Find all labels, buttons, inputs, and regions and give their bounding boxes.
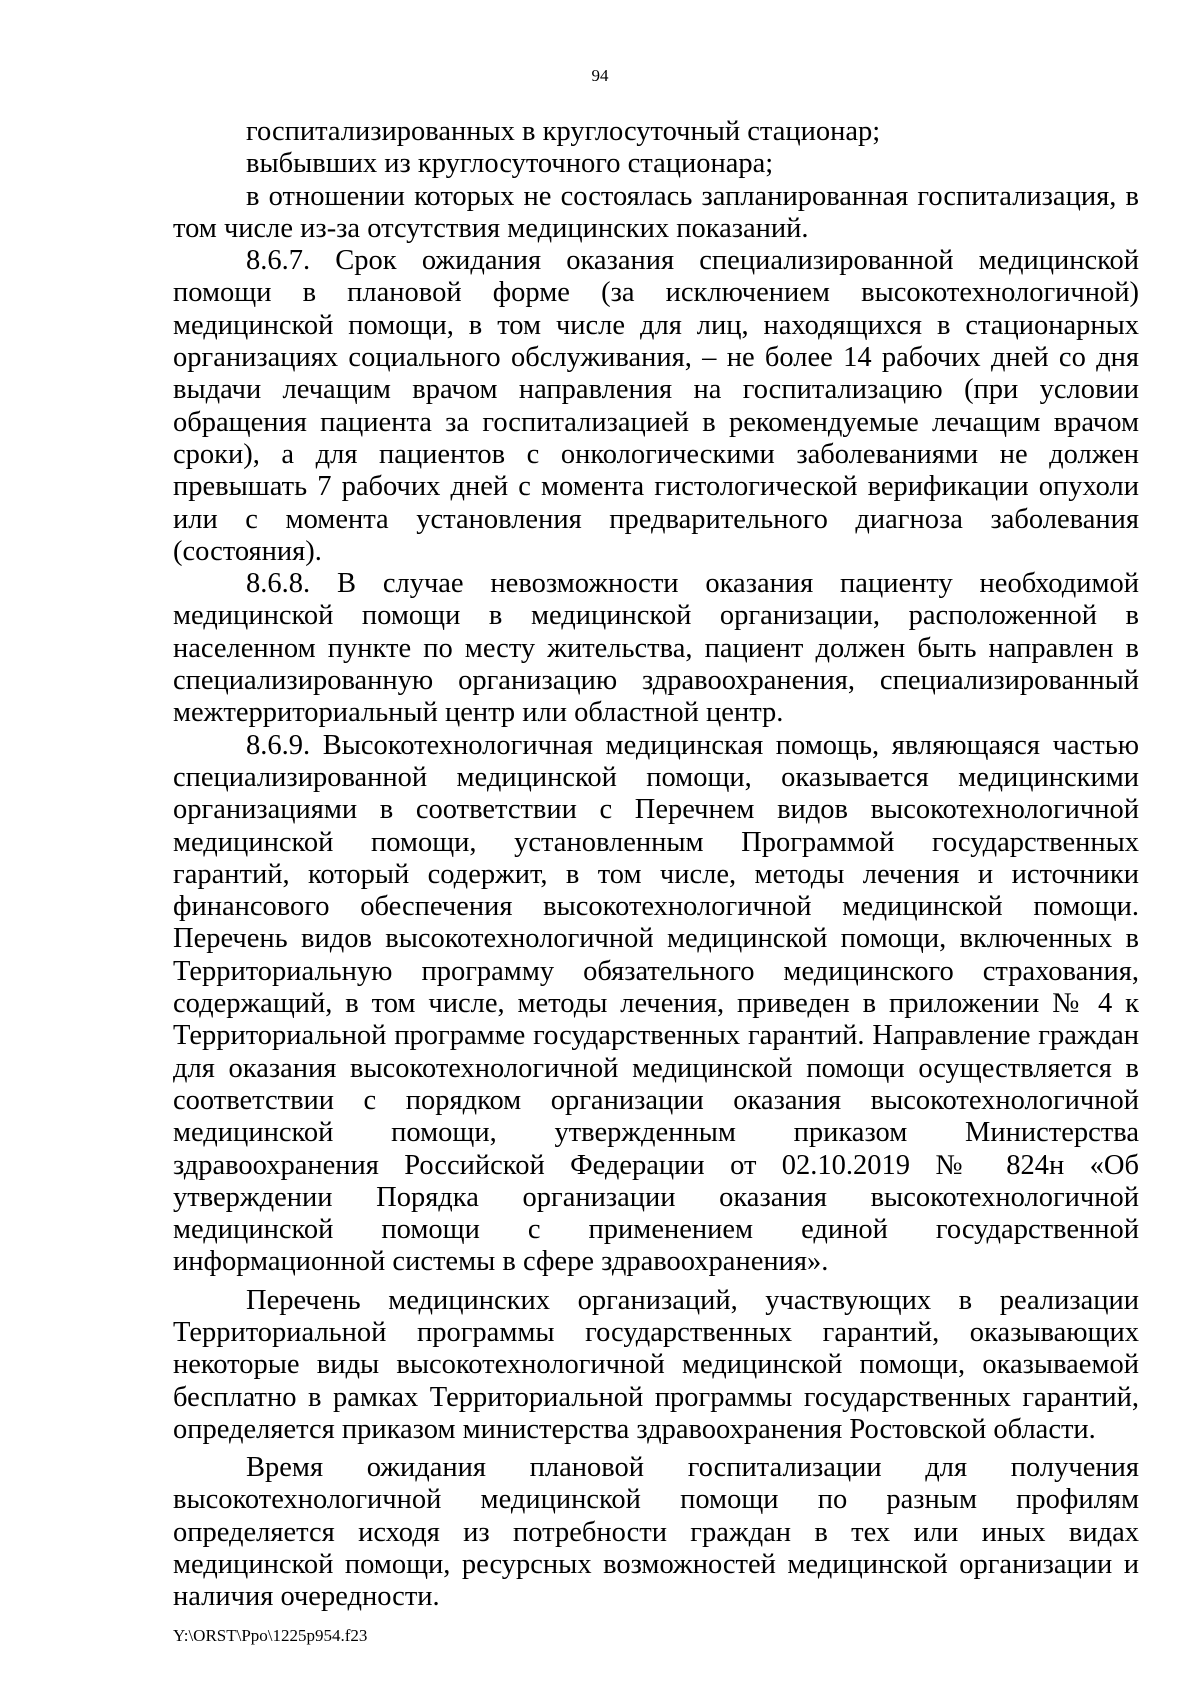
paragraph-waiting-time: Время ожидания плановой госпитализации для получения высокотехнологичной медицинской помощи по разным профилям определяется исходя из потребности граждан в тех или иных видах медицинской помощи, ресурсных возможностей медицинской организации и наличия очередности.: [173, 1452, 1139, 1613]
paragraph-8-6-8: 8.6.8. В случае невозможности оказания пациенту необходимой медицинской помощи в медицинской организации, расположенной в населенном пункте по месту жительства, пациент должен быть направлен в специализированную организацию здравоохранения, специализированный межтерриториальный центр или областной центр.: [173, 568, 1139, 729]
paragraph-not-hospitalized: в отношении которых не состоялась запланированная госпитализация, в том числе из-за отсутствия медицинских показаний.: [173, 180, 1139, 244]
paragraph-8-6-7: 8.6.7. Срок ожидания оказания специализированной медицинской помощи в плановой форме (за исключением высокотехнологичной) медицинской помощи, в том числе для лиц, находящихся в стационарных организациях социального обслуживания, – не более 14 рабочих дней со дня выдачи лечащим врачом направления на госпитализацию (при условии обращения пациента за госпитализацией в рекомендуемые лечащим врачом сроки), а для пациентов с онкологическими заболеваниями не должен превышать 7 рабочих дней с момента гистологической верификации опухоли или с момента установления предварительного диагноза заболевания (состояния).: [173, 245, 1139, 567]
footer-file-path: Y:\ORST\Ppo\1225p954.f23: [173, 1626, 368, 1645]
paragraph-hospitalized: госпитализированных в круглосуточный стационар;: [246, 116, 881, 147]
paragraph-organizations-list: Перечень медицинских организаций, участвующих в реализации Территориальной программы государственных гарантий, оказывающих некоторые виды высокотехнологичной медицинской помощи, оказываемой бесплатно в рамках Территориальной программы государственных гарантий, определяется приказом министерства здравоохранения Ростовской области.: [173, 1284, 1139, 1445]
paragraph-discharged: выбывших из круглосуточного стационара;: [246, 148, 774, 180]
page-number: 94: [591, 66, 609, 85]
document-body: [173, 116, 1139, 1614]
paragraph-8-6-9: 8.6.9. Высокотехнологичная медицинская помощь, являющаяся частью специализированной медицинской помощи, оказывается медицинскими организациями в соответствии с Перечнем видов высокотехнологичной медицинской помощи, установленным Программой государственных гарантий, который содержит, в том числе, методы лечения и источники финансового обеспечения высокотехнологичной медицинской помощи. Перечень видов высокотехнологичной медицинской помощи, включенных в Территориальную программу обязательного медицинского страхования, содержащий, в том числе, методы лечения, приведен в приложении № 4 к Территориальной программе государственных гарантий. Направление граждан для оказания высокотехнологичной медицинской помощи осуществляется в соответствии с порядком организации оказания высокотехнологичной медицинской помощи, утвержденным приказом Министерства здравоохранения Российской Федерации от 02.10.2019 № 824н «Об утверждении Порядка организации оказания высокотехнологичной медицинской помощи с применением единой государственной информационной системы в сфере здравоохранения».: [173, 729, 1139, 1278]
